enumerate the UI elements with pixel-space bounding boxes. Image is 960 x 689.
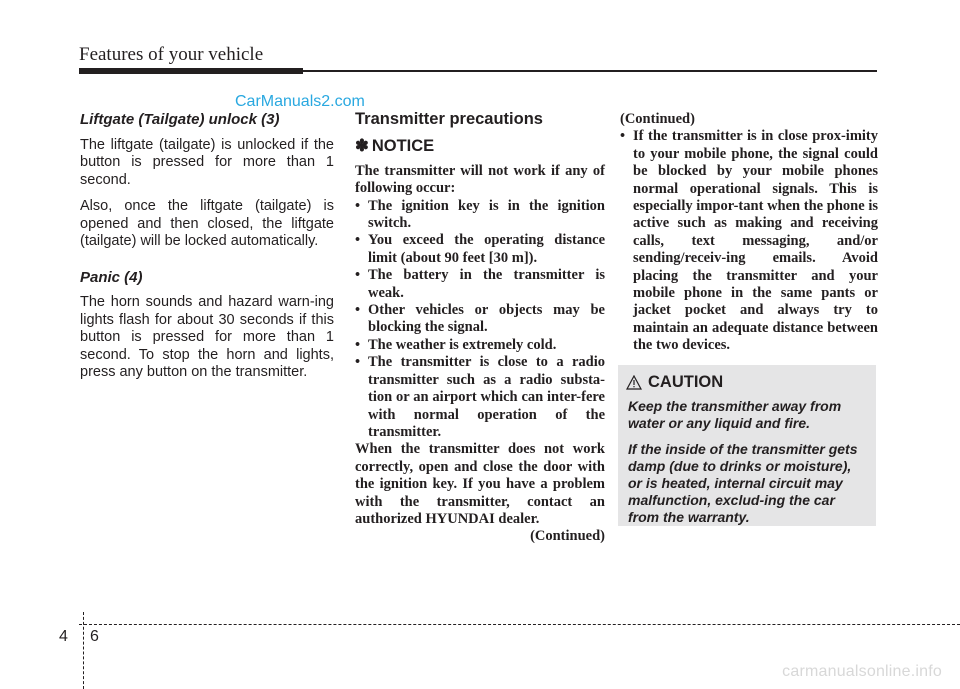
footer-rule (79, 624, 960, 625)
continued-label: (Continued) (530, 528, 605, 545)
header-thick-bar (79, 68, 303, 74)
bullet-icon: • (355, 302, 361, 319)
notice-label: NOTICE (371, 137, 435, 156)
list-item: • You exceed the operating distance limit (about 90 feet [30 m]). (355, 232, 605, 266)
caution-paragraph-2: If the inside of the transmitter gets damp (due to drinks or moisture), or is heated, internal circuit may malfunction, exclud-ing the car from the warranty. (628, 441, 858, 525)
page-number: 6 (90, 628, 99, 645)
chapter-number: 4 (59, 628, 68, 645)
bullet-icon: • (355, 267, 361, 284)
bullet-icon: • (355, 354, 361, 371)
caution-paragraph-1: Keep the transmither away from water or any liquid and fire. (628, 398, 842, 431)
list-item: • The ignition key is in the ignition switch. (355, 197, 605, 232)
panic-paragraph: The horn sounds and hazard warn-ing lights flash for about 30 seconds if this button is pressed for more than 1 second. To stop the horn and lights, press any button on the transmitter. (80, 294, 334, 380)
continued-label: (Continued) (620, 111, 695, 127)
bullet-icon: • (355, 197, 361, 214)
list-item: • The transmitter is close to a radio transmitter such as a radio substa-tion or an airport which can inter-fere with normal operation of the transmitter. (355, 354, 605, 440)
caution-header (626, 373, 868, 392)
section-heading: Transmitter precautions (355, 110, 543, 128)
footer-divider (83, 612, 84, 689)
caution-box (618, 365, 876, 526)
right-column (620, 111, 878, 355)
running-header-title: Features of your vehicle (79, 44, 264, 65)
list-item: • Other vehicles or objects may be blocking the signal. (355, 302, 605, 336)
list-item: • If the transmitter is in close prox-imity to your mobile phone, the signal could be blocked by your mobile phones normal operational signals. This is especially impor-tant when the phone is active such as making and receiving calls, text messaging, and/or sending/receiv-ing emails. Avoid placing the transmitter and your mobile phone in the same pants or jacket pocket and always try to maintain an adequate distance between the two devices. (620, 128, 878, 354)
list-item: • The weather is extremely cold. (355, 336, 557, 353)
bullet-icon: • (355, 232, 361, 249)
header-rule (303, 70, 877, 72)
notice-star-icon: ✽ (355, 137, 369, 156)
notice-outro: When the transmitter does not work correctly, open and close the door with the ignition key. If you have a problem with the transmitter, contact an authorized HYUNDAI dealer. (355, 441, 605, 527)
notice-intro: The transmitter will not work if any of following occur: (355, 162, 605, 197)
bottom-watermark: carmanualsonline.info (782, 663, 942, 680)
bullet-icon: • (355, 336, 361, 353)
middle-column (355, 111, 605, 546)
list-item: • The battery in the transmitter is weak. (355, 267, 605, 301)
liftgate-paragraph-1: The liftgate (tailgate) is unlocked if the button is pressed for more than 1 second. (80, 136, 334, 188)
warning-triangle-icon (626, 375, 642, 390)
liftgate-heading: Liftgate (Tailgate) unlock (3) (80, 111, 280, 128)
right-bullet-list (620, 128, 878, 354)
left-column (80, 111, 334, 391)
bullet-icon: • (620, 128, 626, 145)
notice-heading (355, 138, 605, 155)
panic-heading: Panic (4) (80, 268, 143, 286)
notice-bullet-list (355, 198, 605, 442)
caution-title: CAUTION (648, 373, 724, 391)
site-watermark: CarManuals2.com (235, 93, 365, 110)
liftgate-paragraph-2: Also, once the liftgate (tailgate) is opened and then closed, the liftgate (tailgate) will be locked automatically. (80, 198, 334, 249)
